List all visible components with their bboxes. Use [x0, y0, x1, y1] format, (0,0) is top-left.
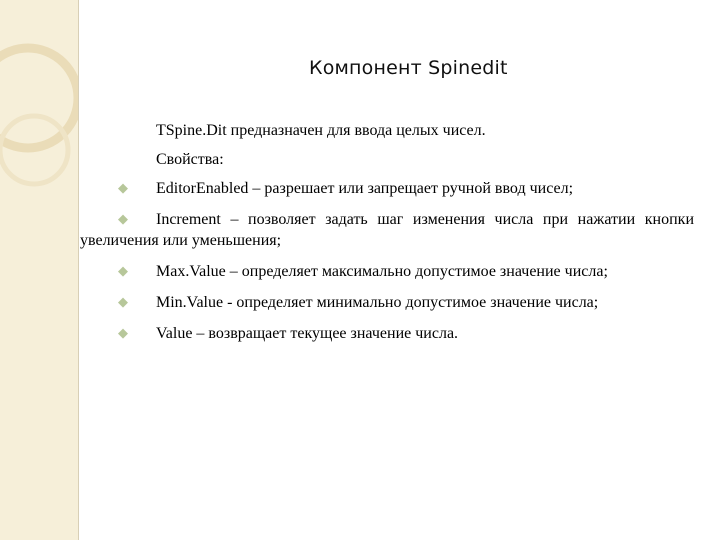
properties-label: Свойства:	[156, 151, 224, 168]
bullet-icon: ◆	[118, 295, 128, 310]
decorative-sidebar	[0, 0, 78, 540]
slide-title: Компонент Spinedit	[309, 57, 508, 79]
slide-body	[80, 120, 694, 354]
bullet-icon: ◆	[118, 212, 128, 227]
intro-text: TSpine.Dit предназначен для ввода целых чисел.	[156, 122, 486, 139]
list-item: ◆ Min.Value - определяет минимально допустимое значение числа;	[118, 294, 599, 311]
bullet-icon: ◆	[118, 264, 128, 279]
list-item: ◆ Value – возвращает текущее значение числа.	[118, 325, 459, 342]
list-item: ◆ EditorEnabled – разрешает или запрещает ручной ввод чисел;	[118, 180, 574, 197]
list-item: ◆ Max.Value – определяет максимально допустимое значение числа;	[118, 263, 608, 280]
sidebar-divider	[78, 0, 79, 540]
sidebar-circles-graphic	[0, 0, 78, 540]
list-item: ◆ Increment – позволяет задать шаг изменения числа при нажатии кнопки увеличения или уменьшения;	[80, 211, 694, 249]
bullet-icon: ◆	[118, 181, 128, 196]
bullet-icon: ◆	[118, 326, 128, 341]
